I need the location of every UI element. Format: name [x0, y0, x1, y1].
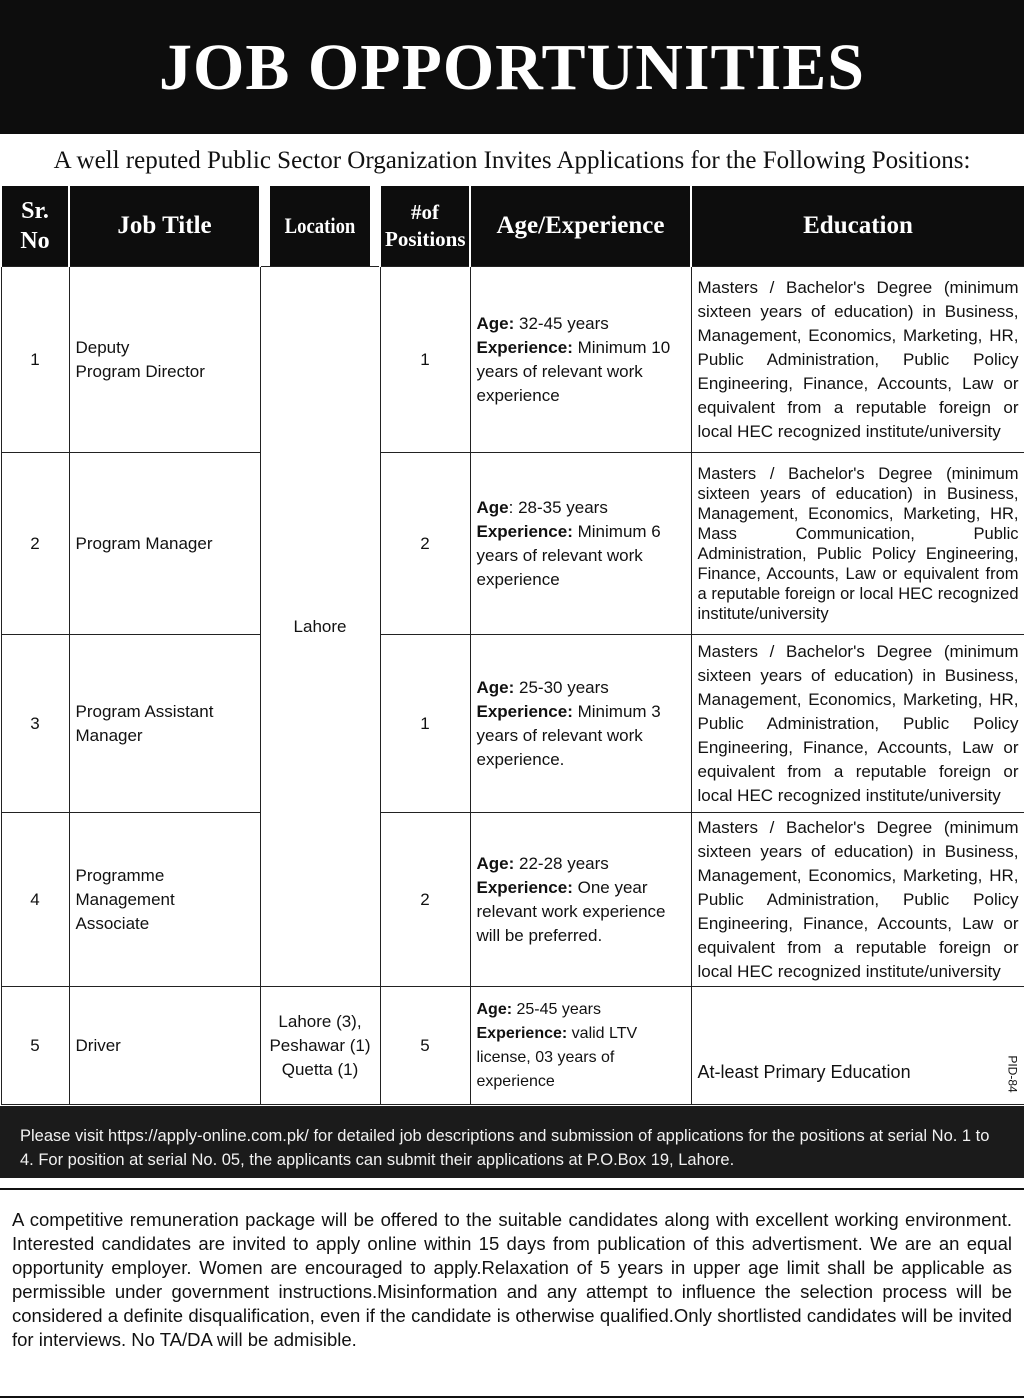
age-experience-cell: Age: 22-28 years Experience: One year relevant work experience will be preferred.	[470, 813, 691, 987]
table-row	[1, 267, 1024, 453]
education-cell: Masters / Bachelor's Degree (minimum sixteen years of education) in Business, Management, Economics, Marketing, HR, Mass Communication, Public Administration, Public Policy Engineering, Finance, Accounts, Law or equivalent from a reputable foreign or local HEC recognized institute/university	[691, 453, 1024, 635]
header-location: Location	[269, 186, 371, 267]
sr-cell: 1	[1, 267, 69, 453]
table-header-row	[1, 186, 1024, 267]
ad-code: PID-84	[1006, 1055, 1021, 1093]
job-title-cell: Program Assistant Manager	[69, 635, 260, 813]
title-banner	[0, 0, 1024, 134]
jobs-table	[0, 186, 1024, 1105]
age-experience-cell: Age: 28-35 years Experience: Minimum 6 years of relevant work experience	[470, 453, 691, 635]
header-age-experience: Age/Experience	[470, 186, 691, 267]
location-cell: Lahore	[260, 267, 380, 987]
positions-cell: 1	[380, 635, 470, 813]
subtitle: A well reputed Public Sector Organization Invites Applications for the Following Positions:	[53, 147, 971, 174]
positions-cell: 2	[380, 453, 470, 635]
education-cell: Masters / Bachelor's Degree (minimum sixteen years of education) in Business, Management, Economics, Marketing, HR, Public Administration, Public Policy Engineering, Finance, Accounts, Law or equivalent from a reputable foreign or local HEC recognized institute/university	[691, 635, 1024, 813]
footer-text: A competitive remuneration package will be offered to the suitable candidates along with excellent working environment. Interested candidates are invited to apply online within 15 days from publication of this advertisment. We are an equal opportunity employer. Women are encouraged to apply.Relaxation of 5 years in upper age limit shall be applicable as permissible under government instructions.Misinformation and any attempt to influence the selection process will be considered a definite disqualification, even if the candidate is otherwise qualified.Only shortlisted candidates will be invited for interviews. No TA/DA will be admisible.	[0, 1188, 1024, 1398]
table-row	[1, 635, 1024, 813]
header-education: Education	[691, 186, 1024, 267]
positions-cell: 1	[380, 267, 470, 453]
sr-cell: 3	[1, 635, 69, 813]
sr-cell: 2	[1, 453, 69, 635]
table-row	[1, 453, 1024, 635]
sr-cell: 4	[1, 813, 69, 987]
page-title: JOB OPPORTUNITIES	[159, 31, 865, 104]
job-title-cell: Program Manager	[69, 453, 260, 635]
education-cell: Masters / Bachelor's Degree (minimum sixteen years of education) in Business, Management, Economics, Marketing, HR, Public Administration, Public Policy Engineering, Finance, Accounts, Law or equivalent from a reputable foreign or local HEC recognized institute/university	[691, 813, 1024, 987]
job-title-cell: Driver	[69, 987, 260, 1105]
header-job-title: Job Title	[69, 186, 260, 267]
age-experience-cell: Age: 32-45 years Experience: Minimum 10 years of relevant work experience	[470, 267, 691, 453]
sr-cell: 5	[1, 987, 69, 1105]
application-note: Please visit https://apply-online.com.pk/ for detailed job descriptions and submission of applications for the positions at serial No. 1 to 4. For position at serial No. 05, the applicants can submit their applications at P.O.Box 19, Lahore.	[0, 1106, 1024, 1178]
table-row	[1, 987, 1024, 1105]
age-experience-cell: Age: 25-45 years Experience: valid LTV license, 03 years of experience	[470, 987, 691, 1105]
positions-cell: 5	[380, 987, 470, 1105]
header-positions: #of Positions	[380, 186, 470, 267]
education-cell: Masters / Bachelor's Degree (minimum sixteen years of education) in Business, Management, Economics, Marketing, HR, Public Administration, Public Policy Engineering, Finance, Accounts, Law or equivalent from a reputable foreign or local HEC recognized institute/university	[691, 267, 1024, 453]
education-cell: At-least Primary Education	[691, 987, 1024, 1105]
age-experience-cell: Age: 25-30 years Experience: Minimum 3 years of relevant work experience.	[470, 635, 691, 813]
table-row	[1, 813, 1024, 987]
job-title-cell: Deputy Program Director	[69, 267, 260, 453]
positions-cell: 2	[380, 813, 470, 987]
header-sr-no: Sr. No	[1, 186, 69, 267]
location-cell: Lahore (3), Peshawar (1) Quetta (1)	[260, 987, 380, 1105]
job-title-cell: Programme Management Associate	[69, 813, 260, 987]
